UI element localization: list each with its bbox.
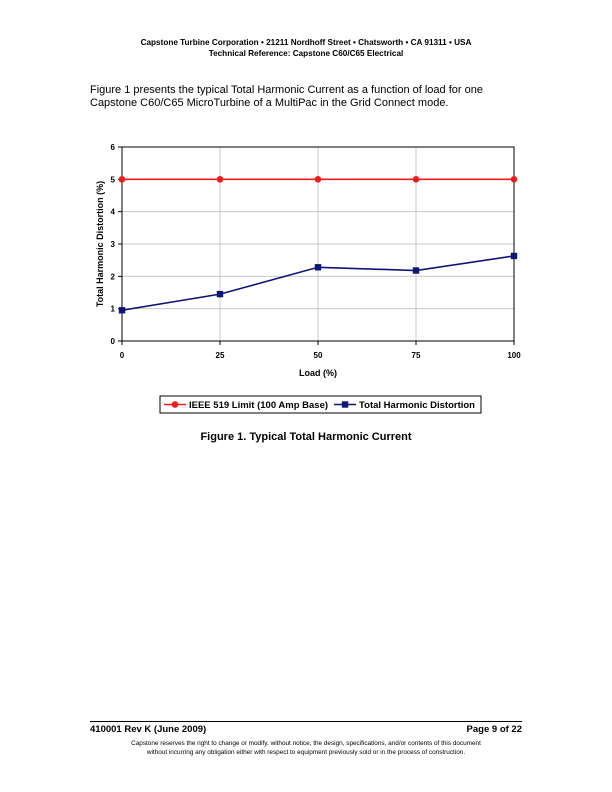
x-tick-label: 25 <box>215 351 225 360</box>
y-tick-label: 0 <box>110 337 115 346</box>
legend-label-1: IEEE 519 Limit (100 Amp Base) <box>189 400 329 411</box>
x-axis-title: Load (%) <box>299 368 337 378</box>
figure-caption: Figure 1. Typical Total Harmonic Current <box>200 431 412 443</box>
series-2-point <box>511 253 517 259</box>
intro-paragraph: Figure 1 presents the typical Total Harmonic Current as a function of load for one Capstone C60/C65 MicroTurbine of a MultiPac in the Grid Connect mode. <box>90 84 483 109</box>
legend-label-2: Total Harmonic Distortion <box>359 400 475 411</box>
series-1-point <box>217 176 224 183</box>
footer-page-number: Page 9 of 22 <box>466 724 522 735</box>
series-2-point <box>315 264 321 270</box>
y-tick-label: 5 <box>110 175 115 185</box>
legend-swatch-marker-2 <box>342 401 348 407</box>
x-tick-label: 100 <box>507 351 521 360</box>
series-2-point <box>217 291 223 297</box>
footer-doc-id: 410001 Rev K (June 2009) <box>90 724 207 735</box>
footer-divider <box>90 721 522 722</box>
series-1-point <box>315 176 322 183</box>
y-tick-label: 6 <box>110 143 115 152</box>
series-2-point <box>119 307 125 313</box>
legend-swatch-marker-1 <box>172 401 179 408</box>
footer-disclaimer <box>0 739 612 757</box>
header-reference-line: Technical Reference: Capstone C60/C65 Electrical <box>208 49 404 58</box>
series-1-point <box>511 176 518 183</box>
y-tick-label: 3 <box>110 240 115 249</box>
header-company-line: Capstone Turbine Corporation • 21211 Nordhoff Street • Chatsworth • CA 91311 • USA <box>140 38 472 47</box>
y-tick-label: 2 <box>110 272 115 282</box>
x-tick-label: 0 <box>119 351 125 360</box>
disclaimer-line-2: without incurring any obligation either with respect to equipment previously sold or in the process of construction. <box>146 749 466 756</box>
series-2-point <box>413 267 419 273</box>
series-1-point <box>413 176 420 183</box>
y-tick-label: 4 <box>110 207 115 217</box>
y-tick-label: 1 <box>110 304 115 314</box>
disclaimer-line-1: Capstone reserves the right to change or modify, without notice, the design, specifications, and/or contents of this document <box>131 740 481 747</box>
y-axis-title: Total Harmonic Distortion (%) <box>95 180 105 308</box>
x-tick-label: 75 <box>411 351 421 360</box>
series-1-point <box>119 176 126 183</box>
chart-legend <box>160 396 481 413</box>
x-tick-label: 50 <box>313 351 323 360</box>
